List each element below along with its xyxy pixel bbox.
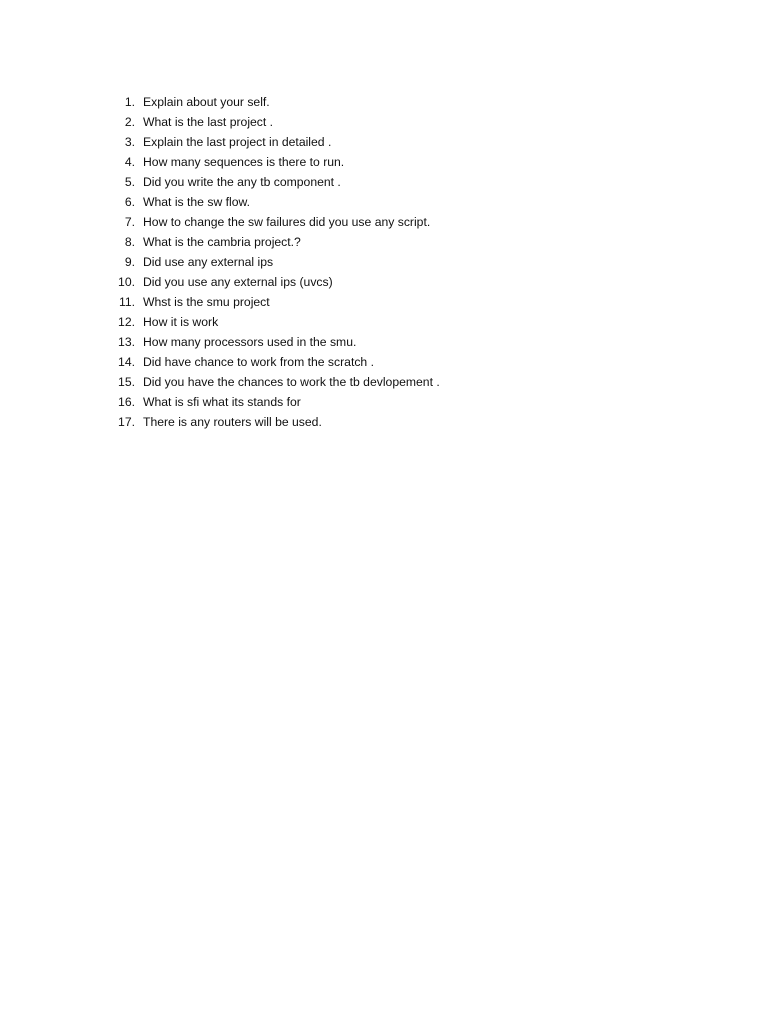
list-item [108,192,708,212]
list-item [108,272,708,292]
item-text: Whst is the smu project [143,295,270,309]
list-item [108,152,708,172]
item-number: 12. [118,315,135,329]
item-number: 8. [124,235,135,249]
item-number: 13. [118,335,135,349]
item-text: What is the cambria project.? [143,235,301,249]
item-number: 17. [118,415,135,429]
list-item [108,292,708,312]
list-item [108,392,708,412]
question-list [108,92,708,432]
item-text: Did you use any external ips (uvcs) [143,275,333,289]
item-text: Explain the last project in detailed . [143,135,332,149]
item-text: How many sequences is there to run. [143,155,345,169]
list-item [108,92,708,112]
list-item [108,112,708,132]
list-item [108,312,708,332]
item-text: What is sfi what its stands for [143,395,301,409]
item-number: 16. [118,395,135,409]
item-text: What is the last project . [143,115,274,129]
item-number: 15. [118,375,135,389]
list-item [108,212,708,232]
item-number: 14. [118,355,135,369]
item-text: How to change the sw failures did you use any script. [143,215,431,229]
item-text: What is the sw flow. [143,195,251,209]
list-item [108,332,708,352]
item-text: Explain about your self. [143,95,270,109]
item-text: How many processors used in the smu. [143,335,357,349]
item-number: 1. [124,95,135,109]
item-text: Did use any external ips [143,255,274,269]
item-number: 11. [118,295,135,309]
item-number: 5. [124,175,135,189]
item-number: 6. [124,195,135,209]
item-number: 4. [124,155,135,169]
item-number: 9. [124,255,135,269]
list-item [108,232,708,252]
list-item [108,372,708,392]
item-number: 3. [124,135,135,149]
list-item [108,252,708,272]
item-text: How it is work [143,315,219,329]
item-text: Did have chance to work from the scratch . [143,355,374,369]
item-text: Did you write the any tb component . [143,175,341,189]
item-number: 2. [124,115,135,129]
list-item [108,352,708,372]
item-text: Did you have the chances to work the tb devlopement . [143,375,440,389]
item-text: There is any routers will be used. [143,415,322,429]
item-number: 10. [118,275,135,289]
list-item [108,132,708,152]
list-item [108,412,708,432]
item-number: 7. [124,215,135,229]
list-item [108,172,708,192]
